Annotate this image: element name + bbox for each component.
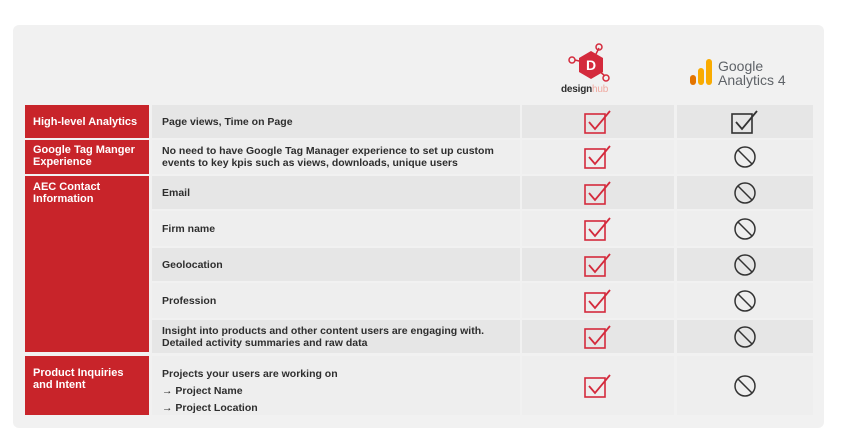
ga4-status-cell	[677, 320, 813, 353]
sub-item-project-name: → Project Name	[162, 385, 243, 397]
designhub-status-cell	[522, 283, 674, 318]
google-analytics-wordmark: Google Analytics 4	[718, 58, 786, 88]
analytics-bars-icon	[688, 57, 714, 89]
category-product-inquiries: Product Inquiries and Intent	[25, 356, 149, 415]
designhub-status-cell	[522, 320, 674, 353]
ga4-status-cell	[677, 248, 813, 281]
category-aec-contact-information: AEC Contact Information	[25, 176, 149, 352]
designhub-status-cell	[522, 356, 674, 415]
ga4-status-cell	[677, 283, 813, 318]
not-available-icon	[733, 253, 757, 277]
ga4-status-cell	[677, 176, 813, 209]
ga4-status-cell	[677, 105, 813, 138]
checkbox-checked-icon	[583, 144, 613, 170]
designhub-status-cell	[522, 140, 674, 174]
designhub-hexagon-icon	[557, 42, 625, 86]
checkbox-checked-icon	[583, 324, 613, 350]
designhub-status-cell	[522, 211, 674, 246]
designhub-status-cell	[522, 176, 674, 209]
checkbox-checked-icon	[583, 109, 613, 135]
ga4-status-cell	[677, 211, 813, 246]
designhub-status-cell	[522, 248, 674, 281]
category-high-level-analytics: High-level Analytics	[25, 105, 149, 138]
checkbox-checked-icon	[583, 288, 613, 314]
not-available-icon	[733, 289, 757, 313]
checkbox-checked-icon	[583, 216, 613, 242]
feature-row-gtm: No need to have Google Tag Manager experience to set up custom events to key kpis such as views, downloads, unique users	[152, 140, 520, 174]
feature-row-page-views: Page views, Time on Page	[152, 105, 520, 138]
google-analytics-logo	[688, 55, 798, 91]
ga4-status-cell	[677, 140, 813, 174]
ga4-status-cell	[677, 356, 813, 415]
checkbox-checked-icon	[583, 180, 613, 206]
checkbox-checked-icon	[730, 109, 760, 135]
feature-row-geolocation: Geolocation	[152, 248, 520, 281]
feature-row-product-insight: Insight into products and other content users are engaging with. Detailed activity summaries and raw data	[152, 320, 520, 353]
feature-row-projects: Projects your users are working on → Project Name → Project Location	[152, 356, 520, 415]
not-available-icon	[733, 374, 757, 398]
not-available-icon	[733, 325, 757, 349]
feature-row-firm-name: Firm name	[152, 211, 520, 246]
svg-text:D: D	[585, 57, 597, 73]
feature-row-profession: Profession	[152, 283, 520, 318]
category-google-tag-manager: Google Tag Manger Experience	[25, 140, 149, 174]
designhub-logo	[557, 42, 625, 100]
not-available-icon	[733, 217, 757, 241]
designhub-wordmark: designhub	[561, 84, 609, 95]
checkbox-checked-icon	[583, 373, 613, 399]
not-available-icon	[733, 145, 757, 169]
sub-item-project-location: → Project Location	[162, 402, 258, 414]
feature-row-email: Email	[152, 176, 520, 209]
designhub-status-cell	[522, 105, 674, 138]
not-available-icon	[733, 181, 757, 205]
checkbox-checked-icon	[583, 252, 613, 278]
